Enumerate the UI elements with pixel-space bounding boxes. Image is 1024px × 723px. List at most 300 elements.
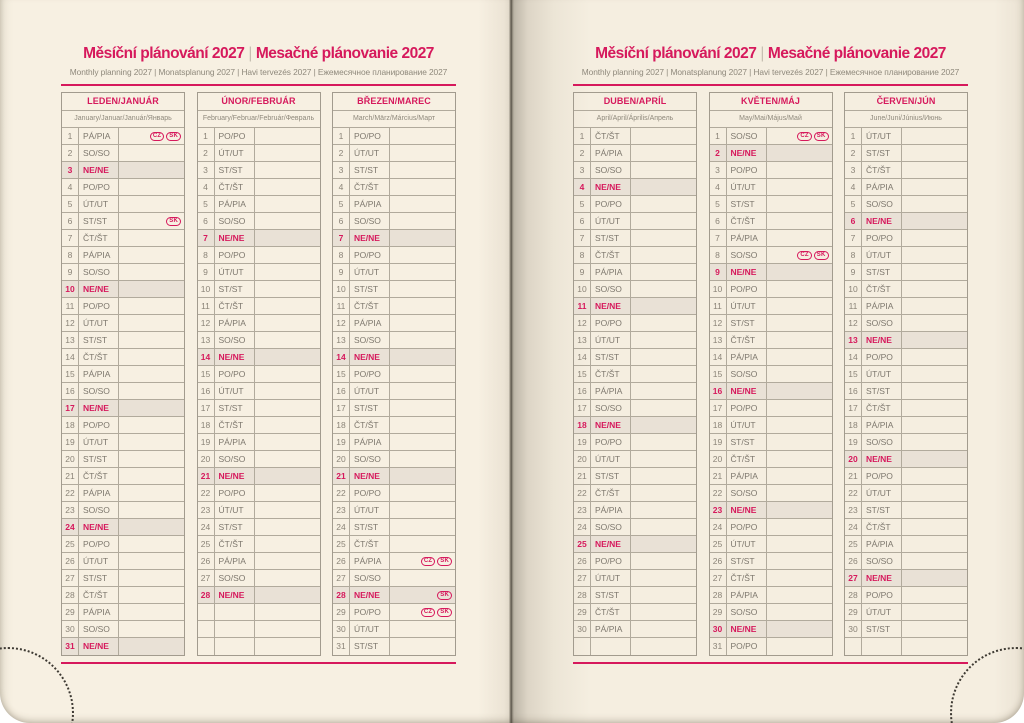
notes-cell	[255, 162, 320, 178]
day-number-cell: 23	[845, 502, 862, 518]
day-label-cell: PÁ/PIA	[350, 315, 390, 331]
notes-cell	[255, 553, 320, 569]
notes-cell	[631, 417, 696, 433]
day-row	[845, 196, 967, 213]
day-row	[710, 196, 832, 213]
day-label-cell: ÚT/UT	[727, 536, 767, 552]
day-row	[574, 587, 696, 604]
month-languages: April/April/Április/Апрель	[574, 111, 696, 128]
notes-cell	[767, 383, 832, 399]
day-number-cell: 4	[333, 179, 350, 195]
notes-cell	[390, 349, 455, 365]
day-row	[198, 298, 320, 315]
day-number-cell: 17	[333, 400, 350, 416]
notes-cell	[767, 485, 832, 501]
day-label-cell: PO/PO	[727, 519, 767, 535]
day-label-cell: NE/NE	[591, 298, 631, 314]
notes-cell	[767, 400, 832, 416]
notes-cell	[767, 315, 832, 331]
day-label-cell: NE/NE	[79, 638, 119, 655]
day-row	[198, 366, 320, 383]
day-number-cell: 7	[845, 230, 862, 246]
empty-day-row	[198, 604, 320, 621]
day-number-cell: 16	[333, 383, 350, 399]
day-number-cell: 23	[574, 502, 591, 518]
day-row	[574, 332, 696, 349]
day-number-cell: 8	[198, 247, 215, 263]
notes-cell	[767, 332, 832, 348]
day-label-cell: NE/NE	[727, 621, 767, 637]
day-label-cell: ST/ST	[727, 553, 767, 569]
notes-cell	[902, 417, 967, 433]
notes-cell	[631, 281, 696, 297]
day-row	[710, 230, 832, 247]
notes-cell	[390, 366, 455, 382]
day-row	[333, 417, 455, 434]
day-label-cell: PO/PO	[79, 536, 119, 552]
page-title-czech: Měsíční plánování 2027	[83, 45, 245, 62]
day-row	[62, 553, 184, 570]
day-row	[574, 383, 696, 400]
day-row	[574, 519, 696, 536]
day-row	[845, 502, 967, 519]
day-number-cell: 21	[710, 468, 727, 484]
holiday-badge-cz: CZ	[421, 608, 435, 617]
day-number-cell: 25	[333, 536, 350, 552]
notes-cell	[902, 502, 967, 518]
day-number-cell: 27	[574, 570, 591, 586]
day-row	[574, 570, 696, 587]
notes-cell	[767, 519, 832, 535]
day-row	[62, 604, 184, 621]
day-label-cell: SO/SO	[79, 621, 119, 637]
day-number-cell: 8	[845, 247, 862, 263]
day-number-cell: 29	[710, 604, 727, 620]
day-label-cell: ÚT/UT	[591, 332, 631, 348]
notes-cell	[119, 179, 184, 195]
holiday-badge-sk: SK	[437, 608, 452, 617]
day-number-cell: 1	[710, 128, 727, 144]
day-row-sunday	[710, 621, 832, 638]
month-title: ČERVEN/JÚN	[845, 93, 967, 111]
day-number-cell: 24	[198, 519, 215, 535]
day-label-cell: NE/NE	[350, 230, 390, 246]
day-number-cell: 28	[198, 587, 215, 603]
day-label-cell: ÚT/UT	[727, 179, 767, 195]
bottom-rule	[61, 662, 456, 664]
month-table	[332, 92, 456, 656]
day-number-cell: 19	[333, 434, 350, 450]
day-row	[62, 128, 184, 145]
day-number-cell: 6	[845, 213, 862, 229]
day-row	[333, 264, 455, 281]
day-label-cell: PO/PO	[79, 179, 119, 195]
day-row	[198, 315, 320, 332]
notes-cell	[767, 366, 832, 382]
day-number-cell: 30	[710, 621, 727, 637]
day-row	[845, 162, 967, 179]
day-number-cell: 22	[710, 485, 727, 501]
day-label-cell: SO/SO	[350, 451, 390, 467]
day-label-cell: ST/ST	[862, 264, 902, 280]
notes-cell	[390, 604, 455, 620]
notes-cell	[631, 264, 696, 280]
day-label-cell: ÚT/UT	[215, 502, 255, 518]
day-label-cell: ÚT/UT	[79, 553, 119, 569]
day-label-cell: NE/NE	[215, 349, 255, 365]
day-number-cell: 24	[845, 519, 862, 535]
right-page-content	[573, 0, 968, 664]
day-number-cell: 11	[333, 298, 350, 314]
day-label-cell: SO/SO	[215, 451, 255, 467]
holiday-badge-sk: SK	[814, 132, 829, 141]
day-row	[198, 553, 320, 570]
day-number-cell: 10	[845, 281, 862, 297]
day-label-cell: ST/ST	[350, 400, 390, 416]
day-label-cell: NE/NE	[350, 468, 390, 484]
notes-cell	[390, 315, 455, 331]
day-label-cell: PO/PO	[350, 128, 390, 144]
day-label-cell: ČT/ŠT	[350, 536, 390, 552]
day-row	[333, 196, 455, 213]
day-number-cell: 13	[198, 332, 215, 348]
day-number-cell: 13	[710, 332, 727, 348]
day-row-sunday	[198, 468, 320, 485]
day-number-cell: 15	[845, 366, 862, 382]
notes-cell	[390, 179, 455, 195]
notes-cell	[767, 145, 832, 161]
notes-cell	[119, 485, 184, 501]
notes-cell	[119, 502, 184, 518]
day-number-cell: 21	[333, 468, 350, 484]
day-label-cell: NE/NE	[862, 570, 902, 586]
day-label-cell: ČT/ŠT	[79, 230, 119, 246]
day-row	[333, 434, 455, 451]
day-label-cell: NE/NE	[79, 400, 119, 416]
notes-cell	[255, 247, 320, 263]
day-row-sunday	[333, 230, 455, 247]
day-label-cell: ST/ST	[79, 570, 119, 586]
day-label-cell: PO/PO	[350, 485, 390, 501]
day-label-cell: PÁ/PIA	[215, 434, 255, 450]
day-label-cell: PÁ/PIA	[591, 145, 631, 161]
notes-cell	[255, 638, 320, 655]
day-row	[845, 281, 967, 298]
notes-cell	[631, 315, 696, 331]
day-row	[845, 434, 967, 451]
day-row-sunday	[198, 587, 320, 604]
notes-cell	[390, 417, 455, 433]
notes-cell	[390, 213, 455, 229]
day-number-cell: 17	[62, 400, 79, 416]
day-label-cell: ČT/ŠT	[79, 468, 119, 484]
day-label-cell: ČT/ŠT	[591, 128, 631, 144]
notes-cell	[119, 536, 184, 552]
notes-cell	[119, 553, 184, 569]
day-label-cell: SO/SO	[79, 502, 119, 518]
day-row-sunday	[710, 383, 832, 400]
day-row	[845, 417, 967, 434]
day-row	[333, 247, 455, 264]
notes-cell	[767, 621, 832, 637]
day-number-cell: 15	[198, 366, 215, 382]
notes-cell	[767, 587, 832, 603]
notes-cell	[631, 162, 696, 178]
day-number-cell: 9	[198, 264, 215, 280]
day-number-cell: 1	[333, 128, 350, 144]
day-row	[198, 213, 320, 230]
day-label-cell: ST/ST	[862, 383, 902, 399]
notes-cell	[902, 332, 967, 348]
day-label-cell: PO/PO	[215, 366, 255, 382]
day-row	[845, 536, 967, 553]
notes-cell	[390, 485, 455, 501]
notes-cell	[390, 638, 455, 655]
day-row	[710, 213, 832, 230]
day-row	[198, 145, 320, 162]
day-label-cell: ČT/ŠT	[350, 298, 390, 314]
month-title: KVĚTEN/MÁJ	[710, 93, 832, 111]
day-row	[333, 519, 455, 536]
notes-cell	[631, 638, 696, 655]
empty-day-row	[198, 638, 320, 655]
day-label-cell: PÁ/PIA	[79, 128, 119, 144]
day-row	[333, 366, 455, 383]
notes-cell	[631, 502, 696, 518]
notes-cell	[255, 604, 320, 620]
notes-cell	[390, 247, 455, 263]
day-number-cell: 8	[710, 247, 727, 263]
notes-cell	[767, 179, 832, 195]
day-label-cell: ST/ST	[79, 332, 119, 348]
day-number-cell: 28	[710, 587, 727, 603]
day-label-cell: PO/PO	[350, 366, 390, 382]
day-number-cell: 29	[333, 604, 350, 620]
day-number-cell: 19	[198, 434, 215, 450]
day-number-cell: 25	[710, 536, 727, 552]
notes-cell	[119, 638, 184, 655]
day-row-sunday	[845, 570, 967, 587]
day-label-cell: ČT/ŠT	[727, 332, 767, 348]
notes-cell	[119, 400, 184, 416]
day-label-cell: PÁ/PIA	[862, 179, 902, 195]
day-number-cell: 29	[62, 604, 79, 620]
day-label-cell: SO/SO	[591, 519, 631, 535]
day-label-cell: NE/NE	[79, 162, 119, 178]
page-title-czech: Měsíční plánování 2027	[595, 45, 757, 62]
day-number-cell: 18	[333, 417, 350, 433]
day-number-cell: 27	[62, 570, 79, 586]
notes-cell	[767, 553, 832, 569]
day-row	[710, 298, 832, 315]
day-row	[62, 349, 184, 366]
day-number-cell: 5	[333, 196, 350, 212]
day-number-cell: 3	[710, 162, 727, 178]
notes-cell	[902, 366, 967, 382]
month-languages: May/Mai/Május/Май	[710, 111, 832, 128]
day-row-sunday	[198, 349, 320, 366]
notes-cell	[631, 485, 696, 501]
notes-cell	[255, 145, 320, 161]
notes-cell	[390, 587, 455, 603]
notes-cell	[902, 604, 967, 620]
day-number-cell: 16	[198, 383, 215, 399]
day-number-cell: 16	[574, 383, 591, 399]
day-row	[198, 332, 320, 349]
notes-cell	[255, 621, 320, 637]
day-label-cell: ST/ST	[215, 519, 255, 535]
top-rule	[61, 84, 456, 86]
notes-cell	[255, 332, 320, 348]
day-row-sunday	[845, 332, 967, 349]
notes-cell	[631, 570, 696, 586]
month-table	[61, 92, 185, 656]
day-row-sunday	[62, 519, 184, 536]
notes-cell	[255, 451, 320, 467]
day-row	[333, 553, 455, 570]
day-label-cell: ST/ST	[79, 213, 119, 229]
day-number-cell: 7	[333, 230, 350, 246]
day-row	[62, 298, 184, 315]
day-row-sunday	[574, 298, 696, 315]
day-number-cell: 22	[198, 485, 215, 501]
notes-cell	[119, 315, 184, 331]
day-number-cell: 21	[845, 468, 862, 484]
day-number-cell: 4	[198, 179, 215, 195]
notes-cell	[119, 281, 184, 297]
day-row	[198, 400, 320, 417]
empty-day-row	[574, 638, 696, 655]
day-number-cell: 23	[710, 502, 727, 518]
notes-cell	[119, 417, 184, 433]
day-row	[845, 400, 967, 417]
day-number-cell: 22	[845, 485, 862, 501]
day-number-cell: 26	[198, 553, 215, 569]
day-row	[710, 349, 832, 366]
day-number-cell: 6	[710, 213, 727, 229]
month-title: DUBEN/APRÍL	[574, 93, 696, 111]
day-label-cell: PÁ/PIA	[591, 383, 631, 399]
day-label-cell: NE/NE	[350, 587, 390, 603]
notes-cell	[119, 264, 184, 280]
day-number-cell: 2	[710, 145, 727, 161]
day-label-cell: ST/ST	[591, 468, 631, 484]
notes-cell	[390, 230, 455, 246]
right-page	[512, 0, 1024, 723]
day-label-cell: SO/SO	[350, 570, 390, 586]
day-label-cell: ST/ST	[591, 349, 631, 365]
day-row	[710, 179, 832, 196]
day-number-cell: 4	[574, 179, 591, 195]
notes-cell	[119, 298, 184, 314]
notes-cell	[631, 434, 696, 450]
day-row	[333, 145, 455, 162]
notes-cell	[631, 128, 696, 144]
day-row	[62, 179, 184, 196]
day-number-cell: 20	[710, 451, 727, 467]
notes-cell	[119, 468, 184, 484]
day-label-cell: ÚT/UT	[79, 315, 119, 331]
notes-cell	[902, 468, 967, 484]
day-label-cell: NE/NE	[591, 179, 631, 195]
day-label-cell: ÚT/UT	[591, 213, 631, 229]
day-label-cell: PÁ/PIA	[350, 196, 390, 212]
day-label-cell: PO/PO	[79, 298, 119, 314]
day-row	[62, 536, 184, 553]
day-label-cell: PO/PO	[727, 400, 767, 416]
day-row	[845, 468, 967, 485]
day-row	[198, 519, 320, 536]
day-row	[574, 400, 696, 417]
day-row	[845, 145, 967, 162]
day-label-cell: PO/PO	[215, 247, 255, 263]
day-row	[198, 570, 320, 587]
day-number-cell: 25	[62, 536, 79, 552]
notes-cell	[767, 162, 832, 178]
day-row	[198, 536, 320, 553]
notes-cell	[119, 162, 184, 178]
holiday-badge-sk: SK	[166, 132, 181, 141]
day-number-cell: 14	[710, 349, 727, 365]
notes-cell	[390, 553, 455, 569]
day-label-cell: ČT/ŠT	[79, 587, 119, 603]
notes-cell	[390, 281, 455, 297]
day-number-cell: 3	[198, 162, 215, 178]
day-row	[710, 315, 832, 332]
day-number-cell: 19	[710, 434, 727, 450]
day-row	[710, 587, 832, 604]
day-number-cell: 3	[333, 162, 350, 178]
day-number-cell: 11	[574, 298, 591, 314]
day-number-cell: 20	[333, 451, 350, 467]
notes-cell	[902, 264, 967, 280]
day-row	[333, 179, 455, 196]
notes-cell	[767, 451, 832, 467]
day-label-cell: SO/SO	[862, 434, 902, 450]
day-row	[710, 417, 832, 434]
month-title: LEDEN/JANUÁR	[62, 93, 184, 111]
notes-cell	[390, 128, 455, 144]
day-label-cell: PO/PO	[862, 349, 902, 365]
day-row	[845, 383, 967, 400]
page-title-slovak: Mesačné plánovanie 2027	[255, 45, 434, 62]
day-number-cell: 20	[62, 451, 79, 467]
day-number-cell: 9	[62, 264, 79, 280]
day-number-cell: 27	[710, 570, 727, 586]
day-label-cell: ČT/ŠT	[591, 366, 631, 382]
day-row	[62, 485, 184, 502]
day-label-cell: ČT/ŠT	[591, 485, 631, 501]
notes-cell	[255, 230, 320, 246]
day-number-cell: 21	[62, 468, 79, 484]
day-label-cell: SO/SO	[79, 264, 119, 280]
day-label-cell: PO/PO	[727, 281, 767, 297]
day-label-cell: ČT/ŠT	[591, 247, 631, 263]
day-number-cell: 2	[62, 145, 79, 161]
day-label-cell: PÁ/PIA	[215, 553, 255, 569]
day-number-cell: 4	[62, 179, 79, 195]
day-row	[574, 349, 696, 366]
day-label-cell: ÚT/UT	[79, 196, 119, 212]
day-number-cell: 18	[574, 417, 591, 433]
day-row-sunday	[62, 162, 184, 179]
day-number-cell: 9	[333, 264, 350, 280]
months-row	[573, 92, 968, 656]
notes-cell	[902, 145, 967, 161]
day-row	[62, 570, 184, 587]
day-number-cell: 25	[198, 536, 215, 552]
day-label-cell: ČT/ŠT	[350, 179, 390, 195]
